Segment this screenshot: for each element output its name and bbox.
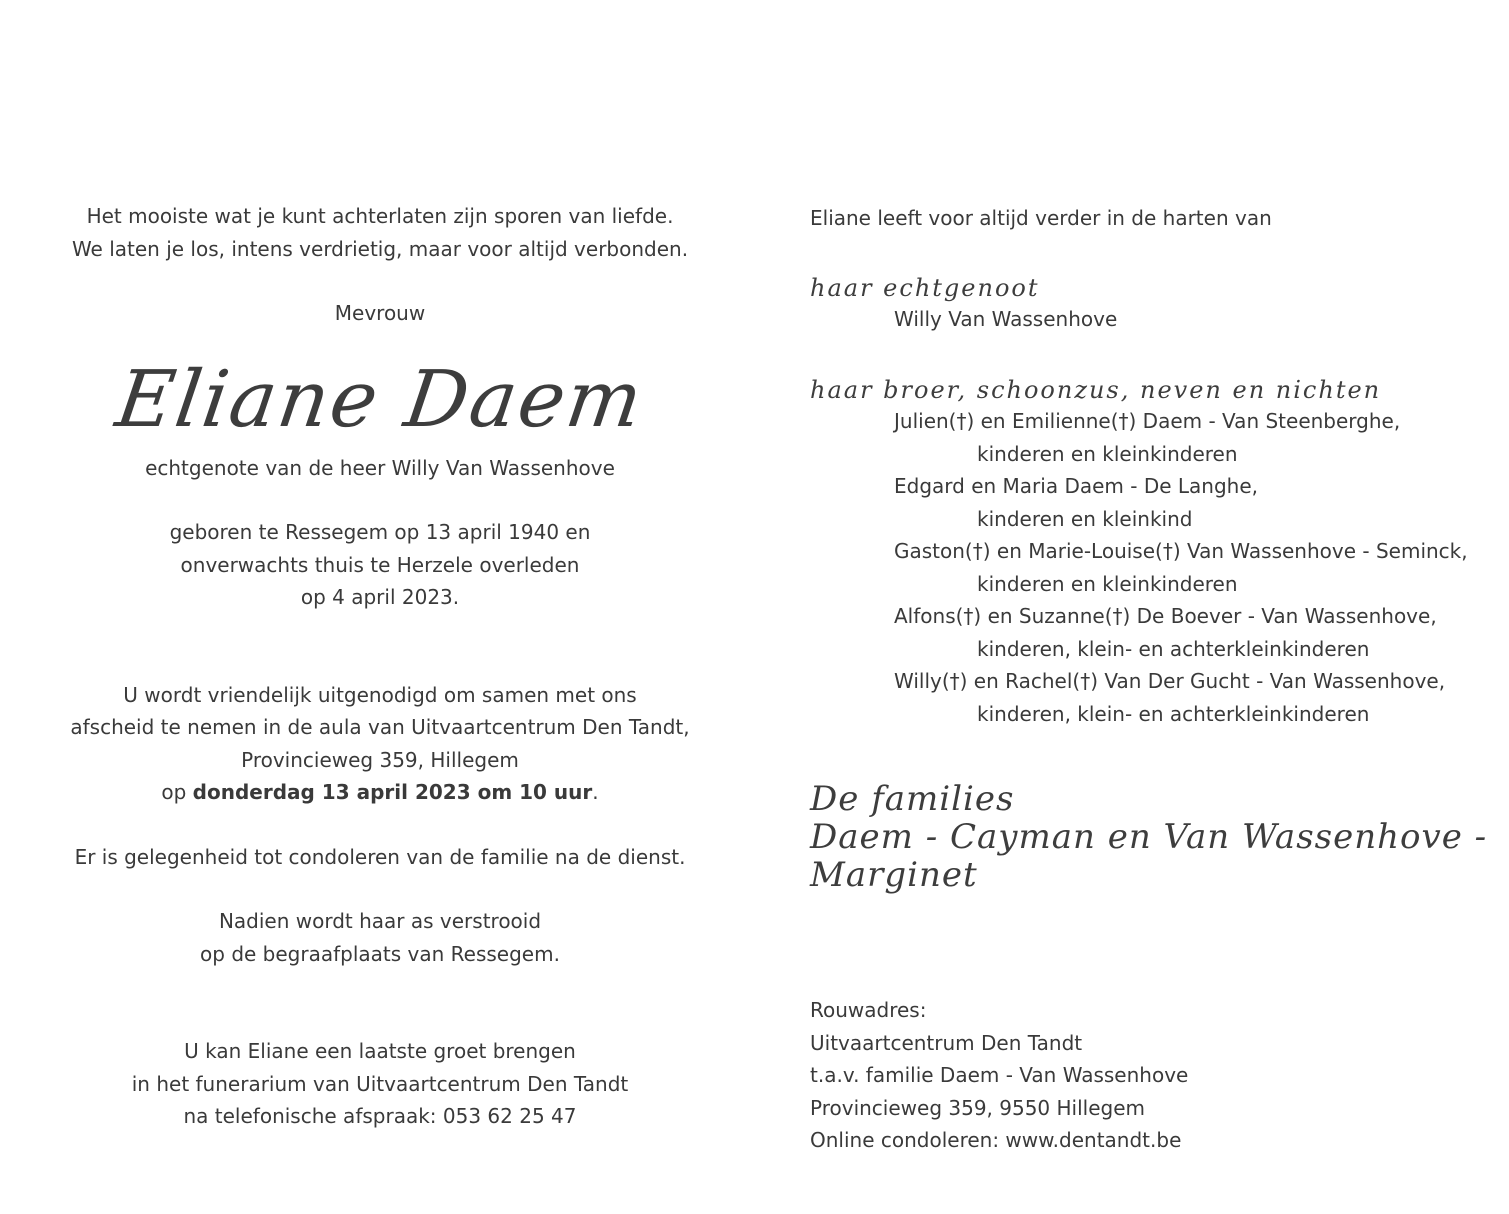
ashes-line: Nadien wordt haar as verstrooid: [218, 909, 542, 933]
family-list: [810, 405, 1500, 730]
right-page: [810, 200, 1500, 1157]
family-entry-sub: kinderen en kleinkinderen: [977, 571, 1238, 596]
family-entry-name: Gaston(†) en Marie-Louise(†) Van Wassenhove - Seminck,: [894, 539, 1468, 563]
family-entry-name: Willy(†) en Rachel(†) Van Der Gucht - Van Wassenhove,: [894, 669, 1446, 693]
family-entry-name: Julien(†) en Emilienne(†) Daem - Van Steenberghe,: [894, 409, 1401, 433]
spouse-line: echtgenote van de heer Willy Van Wassenhove: [145, 455, 615, 480]
ceremony-suffix: .: [592, 780, 599, 804]
death-line: onverwachts thuis te Herzele overleden: [180, 552, 580, 577]
left-page: [60, 200, 700, 1133]
ashes-line: op de begraafplaats van Ressegem.: [200, 941, 560, 966]
ceremony-prefix: op: [161, 780, 193, 804]
ceremony-date-line: [60, 776, 700, 809]
intro-line: Eliane leeft voor altijd verder in de harten van: [810, 206, 1272, 230]
visit-line: in het funerarium van Uitvaartcentrum Den Tandt: [131, 1071, 629, 1096]
address-line: Uitvaartcentrum Den Tandt: [810, 1030, 1083, 1055]
families-names: Daem - Cayman en Van Wassenhove - Marginet: [810, 817, 1488, 895]
family-entry-sub: kinderen en kleinkind: [977, 506, 1193, 531]
family-entry-sub: kinderen, klein- en achterkleinkinderen: [977, 701, 1370, 726]
title-mevrouw: Mevrouw: [334, 301, 426, 325]
quote-line: Het mooiste wat je kunt achterlaten zijn sporen van liefde.: [86, 204, 674, 228]
address-line: Provincieweg 359, 9550 Hillegem: [810, 1095, 1146, 1120]
visit-line: U kan Eliane een laatste groet brengen: [184, 1039, 576, 1063]
birth-line: geboren te Ressegem op 13 april 1940 en: [169, 520, 591, 544]
family-entry-sub: kinderen, klein- en achterkleinkinderen: [977, 636, 1370, 661]
families-line: De families: [810, 779, 1015, 819]
family-label: haar broer, schoonzus, neven en nichten: [810, 376, 1382, 404]
spouse-label: haar echtgenoot: [810, 273, 1040, 302]
condolence-line: Er is gelegenheid tot condoleren van de familie na de dienst.: [74, 844, 686, 869]
ceremony-datetime: donderdag 13 april 2023 om 10 uur: [192, 780, 593, 804]
family-entry-name: Edgard en Maria Daem - De Langhe,: [894, 474, 1258, 498]
quote-line: We laten je los, intens verdrietig, maar voor altijd verbonden.: [71, 236, 689, 261]
family-entry-name: Alfons(†) en Suzanne(†) De Boever - Van Wassenhove,: [894, 604, 1437, 628]
visit-phone-line: na telefonische afspraak: 053 62 25 47: [183, 1104, 577, 1128]
invite-line: U wordt vriendelijk uitgenodigd om samen met ons: [123, 682, 637, 707]
family-entry-sub: kinderen en kleinkinderen: [977, 441, 1238, 466]
address-line: t.a.v. familie Daem - Van Wassenhove: [810, 1063, 1189, 1087]
spouse-name: Willy Van Wassenhove: [894, 306, 1118, 331]
address-heading: Rouwadres:: [810, 998, 927, 1022]
deceased-name: Eliane Daem: [110, 354, 650, 445]
invite-line: afscheid te nemen in de aula van Uitvaartcentrum Den Tandt,: [70, 715, 690, 739]
invite-address-line: Provincieweg 359, Hillegem: [241, 747, 519, 772]
online-condolence-line: Online condoleren: www.dentandt.be: [810, 1128, 1182, 1152]
death-date-line: op 4 april 2023.: [300, 585, 460, 609]
